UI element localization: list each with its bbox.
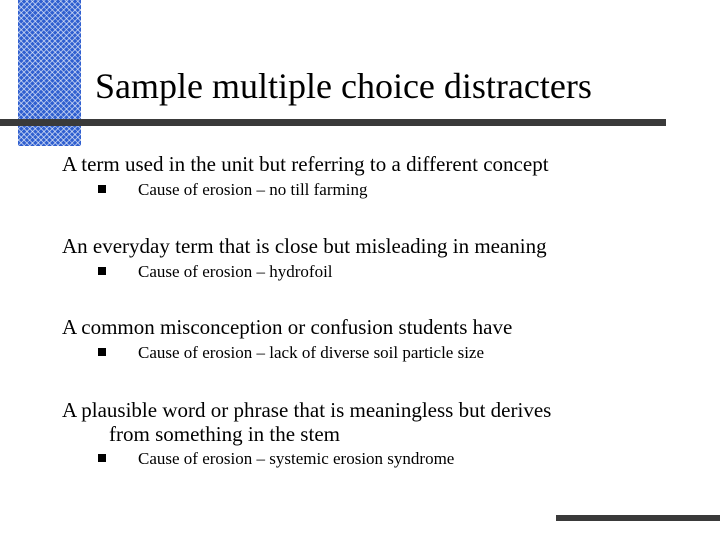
example-text: Cause of erosion – hydrofoil — [138, 262, 333, 281]
example-4 — [98, 449, 454, 469]
example-text: Cause of erosion – no till farming — [138, 180, 368, 199]
distracter-type-3: A common misconception or confusion students have — [62, 315, 513, 339]
slide-title: Sample multiple choice distracters — [95, 66, 592, 106]
title-divider — [0, 119, 666, 126]
distracter-type-2: An everyday term that is close but misleading in meaning — [62, 234, 547, 258]
distracter-type-4 — [62, 398, 662, 446]
example-text: Cause of erosion – lack of diverse soil particle size — [138, 343, 485, 362]
example-1 — [98, 180, 367, 200]
example-2 — [98, 262, 333, 282]
distracter-type-1: A term used in the unit but referring to a different concept — [62, 152, 549, 176]
square-bullet-icon — [98, 454, 106, 462]
footer-divider — [556, 515, 720, 521]
distracter-type-4-line1: A plausible word or phrase that is meaningless but derives — [62, 398, 552, 422]
distracter-type-4-line2: from something in the stem — [109, 422, 340, 446]
example-3 — [98, 343, 484, 363]
square-bullet-icon — [98, 267, 106, 275]
example-text: Cause of erosion – systemic erosion syndrome — [138, 449, 455, 468]
square-bullet-icon — [98, 185, 106, 193]
square-bullet-icon — [98, 348, 106, 356]
